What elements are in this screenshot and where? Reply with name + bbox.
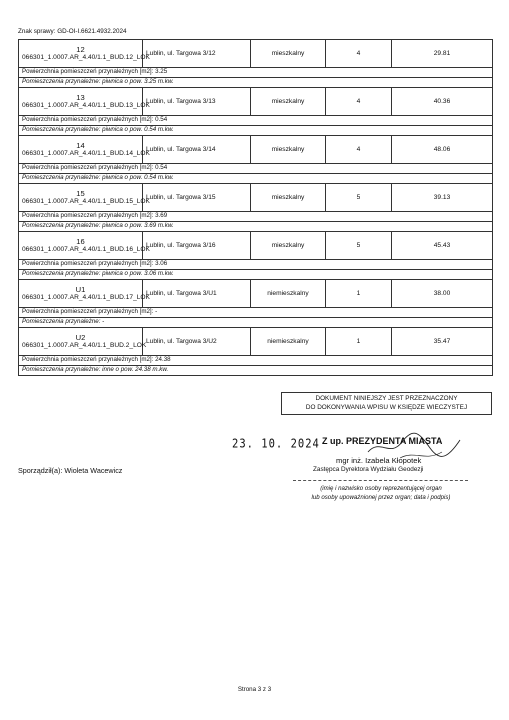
unit-address: Lublin, ul. Targowa 3/16 (143, 232, 251, 260)
ancillary-desc-row (19, 270, 493, 280)
unit-use: mieszkalny (251, 40, 326, 68)
unit-area: 29.81 (392, 40, 493, 68)
stamp-line-2: DO DOKONYWANIA WPISU W KSIĘDZE WIECZYSTEJ (305, 404, 468, 411)
unit-identifier: 066301_1.0007.AR_4.40/1.1_BUD.14_LOK (22, 150, 150, 158)
page-number: Strona 3 z 3 (237, 686, 272, 693)
unit-id-cell (19, 184, 150, 212)
ancillary-area: Powierzchnia pomieszczeń przynależnych [m2]: 3.25 (19, 68, 493, 78)
ancillary-desc-row (19, 222, 493, 232)
ancillary-area-row (19, 68, 493, 78)
ancillary-description: Pomieszczenia przynależne: piwnica o pow. 3.25 m.kw. (19, 78, 493, 88)
unit-identifier: 066301_1.0007.AR_4.40/1.1_BUD.17_LOK (22, 294, 150, 302)
unit-rooms: 4 (326, 136, 392, 164)
unit-identifier: 066301_1.0007.AR_4.40/1.1_BUD.15_LOK (22, 198, 150, 206)
ancillary-area-row (19, 356, 493, 366)
prepared-by: Sporządził(a): Wioleta Wacewicz (18, 466, 123, 475)
unit-area: 35.47 (392, 328, 493, 356)
unit-address: Lublin, ul. Targowa 3/14 (143, 136, 251, 164)
unit-number: 14 (76, 140, 85, 150)
ancillary-area: Powierzchnia pomieszczeń przynależnych [m2]: - (19, 308, 493, 318)
signature-title: Zastępca Dyrektora Wydziału Geodezji (313, 466, 424, 473)
ancillary-desc-row (19, 174, 493, 184)
unit-address: Lublin, ul. Targowa 3/U2 (143, 328, 251, 356)
ancillary-description: Pomieszczenia przynależne: inne o pow. 24.38 m.kw. (19, 366, 493, 376)
unit-row (19, 184, 493, 212)
ancillary-desc-row (19, 126, 493, 136)
signature-note-line-2: lub osoby upoważnionej przez organ; data i podpis) (311, 493, 451, 501)
ancillary-desc-row (19, 318, 493, 328)
unit-rooms: 4 (326, 40, 392, 68)
signature-authority: Z up. PREZYDENTA MIASTA (322, 436, 443, 446)
unit-area: 39.13 (392, 184, 493, 212)
ancillary-area-row (19, 212, 493, 222)
ancillary-area: Powierzchnia pomieszczeń przynależnych [m2]: 3.06 (19, 260, 493, 270)
ancillary-description: Pomieszczenia przynależne: - (19, 318, 493, 328)
unit-rooms: 5 (326, 184, 392, 212)
signature-line (293, 480, 468, 481)
unit-id-cell (19, 328, 147, 356)
unit-row (19, 280, 493, 308)
unit-address: Lublin, ul. Targowa 3/15 (143, 184, 251, 212)
unit-address: Lublin, ul. Targowa 3/13 (143, 88, 251, 116)
unit-row (19, 88, 493, 116)
unit-area: 48.06 (392, 136, 493, 164)
unit-use: mieszkalny (251, 88, 326, 116)
unit-use: niemieszkalny (251, 328, 326, 356)
unit-identifier: 066301_1.0007.AR_4.40/1.1_BUD.2_LOK (22, 342, 147, 350)
unit-rooms: 1 (326, 280, 392, 308)
ancillary-area-row (19, 164, 493, 174)
unit-id-cell (19, 88, 150, 116)
ancillary-description: Pomieszczenia przynależne: piwnica o pow. 3.06 m.kw. (19, 270, 493, 280)
unit-use: mieszkalny (251, 232, 326, 260)
unit-number: 16 (76, 236, 85, 246)
unit-number: 13 (76, 92, 85, 102)
unit-number: 12 (76, 44, 85, 54)
ancillary-desc-row (19, 366, 493, 376)
unit-number: U1 (75, 284, 86, 294)
ancillary-area: Powierzchnia pomieszczeń przynależnych [m2]: 0.54 (19, 164, 493, 174)
signature-name: mgr inż. Izabela Kłopotek (336, 456, 422, 465)
unit-address: Lublin, ul. Targowa 3/U1 (143, 280, 251, 308)
unit-number: 15 (76, 188, 85, 198)
ancillary-area: Powierzchnia pomieszczeń przynależnych [m2]: 3.69 (19, 212, 493, 222)
case-reference: Znak sprawy: GD-OI-I.6621.4932.2024 (18, 28, 127, 35)
unit-id-cell (19, 40, 150, 68)
unit-rooms: 4 (326, 88, 392, 116)
handwritten-date: 23. 10. 2024 (232, 437, 320, 451)
unit-use: niemieszkalny (251, 280, 326, 308)
stamp-line-1: DOKUMENT NINIEJSZY JEST PRZEZNACZONY (315, 395, 458, 402)
signature-note-line-1: (imię i nazwisko osoby reprezentującej organ (320, 485, 442, 492)
unit-rooms: 1 (326, 328, 392, 356)
ancillary-description: Pomieszczenia przynależne: piwnica o pow. 3.69 m.kw. (19, 222, 493, 232)
unit-address: Lublin, ul. Targowa 3/12 (143, 40, 251, 68)
unit-id-cell (19, 280, 150, 308)
unit-use: mieszkalny (251, 184, 326, 212)
ancillary-desc-row (19, 78, 493, 88)
unit-number: U2 (75, 332, 86, 342)
unit-row (19, 232, 493, 260)
units-table (18, 39, 493, 376)
ancillary-area-row (19, 308, 493, 318)
unit-area: 40.36 (392, 88, 493, 116)
ancillary-description: Pomieszczenia przynależne: piwnica o pow. 0.54 m.kw. (19, 174, 493, 184)
signature-note (289, 485, 473, 502)
unit-row (19, 328, 493, 356)
unit-identifier: 066301_1.0007.AR_4.40/1.1_BUD.16_LOK (22, 246, 150, 254)
unit-rooms: 5 (326, 232, 392, 260)
unit-area: 38.00 (392, 280, 493, 308)
unit-id-cell (19, 232, 150, 260)
ancillary-area-row (19, 116, 493, 126)
registry-stamp (281, 392, 492, 415)
unit-id-cell (19, 136, 150, 164)
unit-identifier: 066301_1.0007.AR_4.40/1.1_BUD.13_LOK (22, 102, 150, 110)
ancillary-description: Pomieszczenia przynależne: piwnica o pow. 0.54 m.kw. (19, 126, 493, 136)
unit-row (19, 40, 493, 68)
ancillary-area: Powierzchnia pomieszczeń przynależnych [m2]: 0.54 (19, 116, 493, 126)
ancillary-area-row (19, 260, 493, 270)
unit-use: mieszkalny (251, 136, 326, 164)
unit-identifier: 066301_1.0007.AR_4.40/1.1_BUD.12_LOK (22, 54, 150, 62)
unit-area: 45.43 (392, 232, 493, 260)
ancillary-area: Powierzchnia pomieszczeń przynależnych [m2]: 24.38 (19, 356, 493, 366)
unit-row (19, 136, 493, 164)
